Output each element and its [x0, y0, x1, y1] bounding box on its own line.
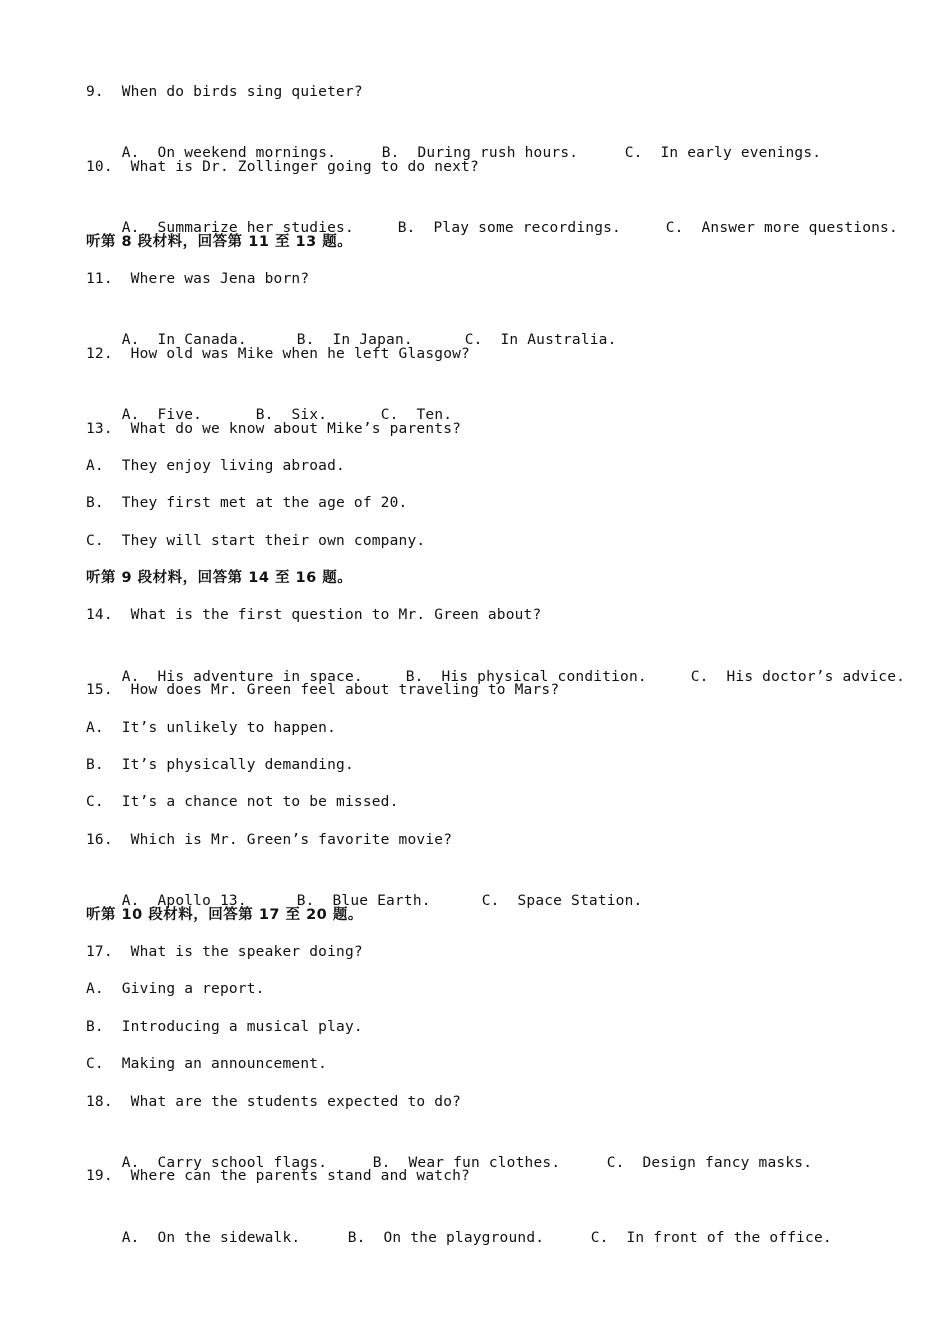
options-19 — [86, 1202, 886, 1246]
question-14: 14. What is the first question to Mr. Green about? — [86, 607, 542, 624]
question-11: 11. Where was Jena born? — [86, 270, 310, 287]
question-16: 16. Which is Mr. Green’s favorite movie? — [86, 831, 453, 848]
section-heading-8: 听第 8 段材料，回答第 11 至 13 题。 — [86, 233, 353, 250]
question-10: 10. What is Dr. Zollinger going to do next? — [86, 158, 479, 175]
option-16c: C. Space Station. — [481, 893, 643, 910]
option-9c: C. In early evenings. — [624, 145, 822, 162]
options-18 — [86, 1127, 886, 1171]
option-12c: C. Ten. — [380, 407, 453, 424]
option-13a: A. They enjoy living abroad. — [86, 457, 345, 474]
option-13c: C. They will start their own company. — [86, 532, 426, 549]
option-12b: B. Six. — [255, 407, 328, 424]
option-19c: C. In front of the office. — [590, 1229, 832, 1246]
option-14b: B. His physical condition. — [405, 668, 647, 685]
options-10 — [86, 192, 898, 237]
document-page — [86, 80, 906, 1246]
option-15b: B. It’s physically demanding. — [86, 757, 354, 774]
section-heading-10: 听第 10 段材料，回答第 17 至 20 题。 — [86, 906, 363, 923]
option-17b: B. Introducing a musical play. — [86, 1018, 363, 1035]
option-11b: B. In Japan. — [296, 332, 413, 349]
option-9b: B. During rush hours. — [381, 145, 579, 162]
option-17a: A. Giving a report. — [86, 981, 265, 998]
option-18a: A. Carry school flags. — [121, 1154, 328, 1171]
option-10c: C. Answer more questions. — [665, 220, 898, 237]
question-9: 9. When do birds sing quieter? — [86, 84, 363, 100]
option-14a: A. His adventure in space. — [121, 668, 363, 685]
option-11c: C. In Australia. — [464, 332, 617, 349]
option-11a: A. In Canada. — [121, 332, 247, 349]
option-18c: C. Design fancy masks. — [606, 1154, 813, 1171]
option-14c: C. His doctor’s advice. — [690, 668, 906, 685]
section-heading-9: 听第 9 段材料，回答第 14 至 16 题。 — [86, 570, 353, 587]
question-13: 13. What do we know about Mike’s parents? — [86, 420, 462, 437]
option-13b: B. They first met at the age of 20. — [86, 495, 408, 512]
option-17c: C. Making an announcement. — [86, 1056, 328, 1073]
option-18b: B. Wear fun clothes. — [372, 1154, 561, 1171]
question-19: 19. Where can the parents stand and watch? — [86, 1168, 470, 1185]
option-15c: C. It’s a chance not to be missed. — [86, 794, 399, 811]
option-15a: A. It’s unlikely to happen. — [86, 719, 337, 736]
option-19b: B. On the playground. — [347, 1229, 545, 1246]
option-19a: A. On the sidewalk. — [121, 1229, 301, 1246]
option-12a: A. Five. — [121, 407, 203, 424]
options-16 — [86, 865, 886, 910]
question-17: 17. What is the speaker doing? — [86, 943, 363, 960]
question-18: 18. What are the students expected to do? — [86, 1093, 462, 1110]
question-15: 15. How does Mr. Green feel about traveling to Mars? — [86, 682, 560, 699]
option-16a: A. Apollo 13. — [121, 893, 247, 910]
option-16b: B. Blue Earth. — [296, 893, 431, 910]
options-14 — [86, 641, 906, 685]
option-9a: A. On weekend mornings. — [121, 145, 337, 162]
question-12: 12. How old was Mike when he left Glasgow? — [86, 345, 470, 362]
options-9 — [86, 117, 886, 162]
options-11 — [86, 304, 886, 349]
option-10b: B. Play some recordings. — [397, 220, 621, 237]
option-10a: A. Summarize her studies. — [121, 220, 354, 237]
options-12 — [86, 379, 886, 424]
